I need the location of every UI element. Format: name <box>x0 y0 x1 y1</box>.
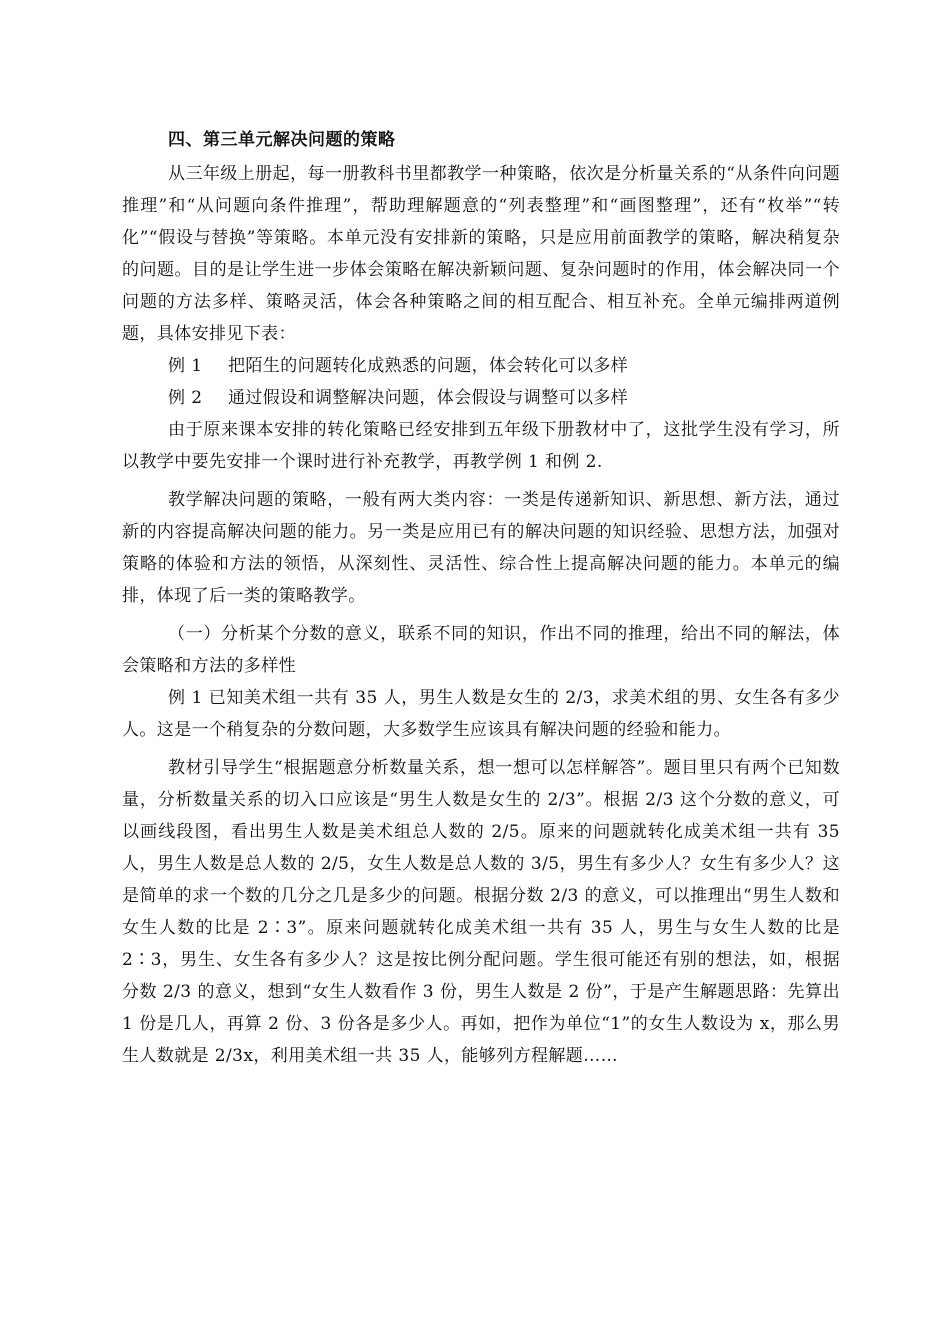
example-label: 例 1 <box>168 356 203 376</box>
paragraph-example-1-analysis: 教材引导学生“根据题意分析数量关系，想一想可以怎样解答”。题目里只有两个已知数量，分析数量关系的切入口应该是“男生人数是女生的 2/3”。根据 2/3 这个分数的意义，可以画线段图，看出男生人数是美术组总人数的 2/5。原来的问题就转化成美术组一共有 35 人，男生人数是总人数的 2/5，女生人数是总人数的 3/5，男生有多少人？女生有多少人？这是简单的求一个数的几分之几是多少的问题。根据分数 2/3 的意义，可以推理出“男生人数和女生人数的比是 2∶3”。原来问题就转化成美术组一共有 35 人，男生与女生人数的比是 2∶3，男生、女生各有多少人？这是按比例分配问题。学生很可能还有别的想法，如，根据分数 2/3 的意义，想到“女生人数看作 3 份，男生人数是 2 份”，于是产生解题思路：先算出 1 份是几人，再算 2 份、3 份各是多少人。再如，把作为单位“1”的女生人数设为 x，那么男生人数就是 2/3x，利用美术组一共 35 人，能够列方程解题…… <box>122 758 840 1066</box>
example-text: 把陌生的问题转化成熟悉的问题，体会转化可以多样 <box>228 356 629 376</box>
example-row-1 <box>122 350 840 382</box>
paragraph-subsection-heading: （一）分析某个分数的意义，联系不同的知识，作出不同的推理，给出不同的解法，体会策略和方法的多样性 <box>122 624 840 676</box>
document-body <box>122 124 840 1072</box>
example-text: 通过假设和调整解决问题，体会假设与调整可以多样 <box>228 388 629 408</box>
section-heading: 四、第三单元解决问题的策略 <box>168 130 396 150</box>
paragraph-strategy-overview: 从三年级上册起，每一册教科书里都教学一种策略，依次是分析量关系的“从条件向问题推理”和“从问题向条件推理”，帮助理解题意的“列表整理”和“画图整理”，还有“枚举”“转化”“假设与替换”等策略。本单元没有安排新的策略，只是应用前面教学的策略，解决稍复杂的问题。目的是让学生进一步体会策略在解决新颖问题、复杂问题时的作用，体会解决同一个问题的方法多样、策略灵活，体会各种策略之间的相互配合、相互补充。全单元编排两道例题，具体安排见下表： <box>122 164 840 344</box>
paragraph-example-1-problem: 例 1 已知美术组一共有 35 人，男生人数是女生的 2/3，求美术组的男、女生各有多少人。这是一个稍复杂的分数问题，大多数学生应该具有解决问题的经验和能力。 <box>122 688 840 740</box>
example-label: 例 2 <box>168 388 203 408</box>
example-row-2 <box>122 382 840 414</box>
paragraph-strategy-content: 教学解决问题的策略，一般有两大类内容：一类是传递新知识、新思想、新方法，通过新的内容提高解决问题的能力。另一类是应用已有的解决问题的知识经验、思想方法，加强对策略的体验和方法的领悟，从深刻性、灵活性、综合性上提高解决问题的能力。本单元的编排，体现了后一类的策略教学。 <box>122 490 840 606</box>
paragraph-supplementary-teaching: 由于原来课本安排的转化策略已经安排到五年级下册教材中了，这批学生没有学习，所以教学中要先安排一个课时进行补充教学，再教学例 1 和例 2. <box>122 420 840 472</box>
